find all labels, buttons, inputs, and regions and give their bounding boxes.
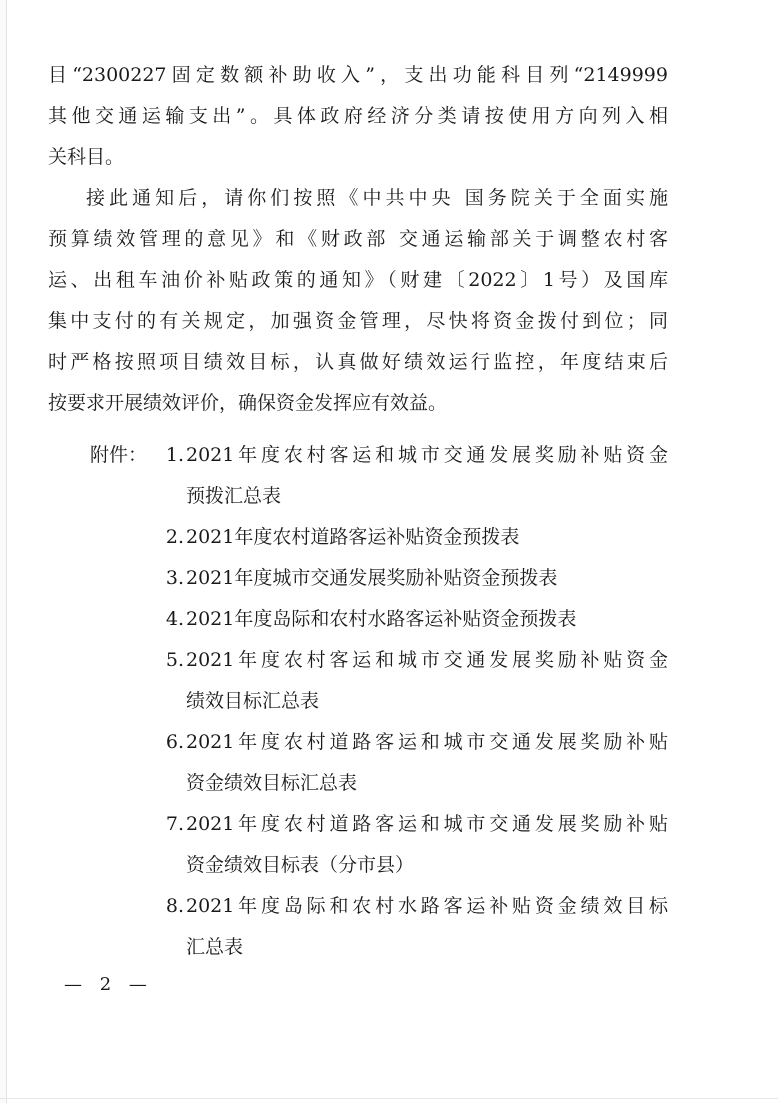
attachment-label: 附件： (90, 444, 148, 466)
attachment-number: 7. (165, 813, 184, 835)
attachment-number: 4. (165, 608, 184, 630)
paragraph-instructions (48, 178, 668, 424)
page-bottom-edge (0, 1098, 778, 1103)
document-body (48, 55, 668, 968)
paragraph-funding-subjects (48, 55, 668, 178)
text-line: 其他交通运输支出”。具体政府经济分类请按使用方向列入相 (48, 105, 668, 127)
attachment-item (48, 558, 668, 599)
attachment-number: 2. (165, 526, 184, 548)
attachment-item (48, 517, 668, 558)
page-number: — 2 — (64, 974, 153, 995)
attachment-item (48, 640, 668, 681)
attachment-item (48, 886, 668, 927)
attachment-title-continued: 资金绩效目标表（分市县） (186, 854, 415, 876)
attachment-title: 2021年度城市交通发展奖励补贴资金预拨表 (186, 567, 558, 589)
text-line: 关科目。 (48, 146, 125, 168)
attachment-title: 2021年度岛际和农村水路客运补贴资金绩效目标 (186, 895, 668, 917)
attachment-item (48, 435, 668, 476)
attachment-title-continued: 资金绩效目标汇总表 (186, 772, 358, 794)
text-line: 时严格按照项目绩效目标，认真做好绩效运行监控，年度结束后 (48, 351, 668, 373)
text-line: 按要求开展绩效评价，确保资金发挥应有效益。 (48, 392, 448, 414)
attachment-item (48, 722, 668, 763)
attachment-title: 2021年度农村道路客运和城市交通发展奖励补贴 (186, 731, 668, 753)
attachment-number: 8. (165, 895, 184, 917)
attachment-item (48, 599, 668, 640)
attachment-title-continued: 绩效目标汇总表 (186, 690, 320, 712)
text-line: 接此通知后，请你们按照《中共中央 国务院关于全面实施 (86, 187, 668, 209)
page-edge (0, 0, 7, 1103)
attachment-title: 2021年度岛际和农村水路客运补贴资金预拨表 (186, 608, 577, 630)
attachment-number: 3. (165, 567, 184, 589)
attachment-number: 6. (165, 731, 184, 753)
attachment-title: 2021年度农村客运和城市交通发展奖励补贴资金 (186, 444, 668, 466)
attachment-number: 1. (165, 444, 184, 466)
attachment-title-continued: 预拨汇总表 (186, 485, 282, 507)
attachment-number: 5. (165, 649, 184, 671)
attachment-list (48, 435, 668, 968)
attachment-item (48, 804, 668, 845)
attachment-title: 2021年度农村客运和城市交通发展奖励补贴资金 (186, 649, 668, 671)
attachment-title: 2021年度农村道路客运补贴资金预拨表 (186, 526, 520, 548)
text-line: 运、出租车油价补贴政策的通知》（财建〔2022〕1号）及国库 (48, 269, 668, 291)
text-line: 目“2300227固定数额补助收入”，支出功能科目列“2149999 (48, 64, 668, 86)
text-line: 预算绩效管理的意见》和《财政部 交通运输部关于调整农村客 (48, 228, 668, 250)
attachment-title: 2021年度农村道路客运和城市交通发展奖励补贴 (186, 813, 668, 835)
attachment-title-continued: 汇总表 (186, 936, 244, 958)
text-line: 集中支付的有关规定，加强资金管理，尽快将资金拨付到位；同 (48, 310, 668, 332)
